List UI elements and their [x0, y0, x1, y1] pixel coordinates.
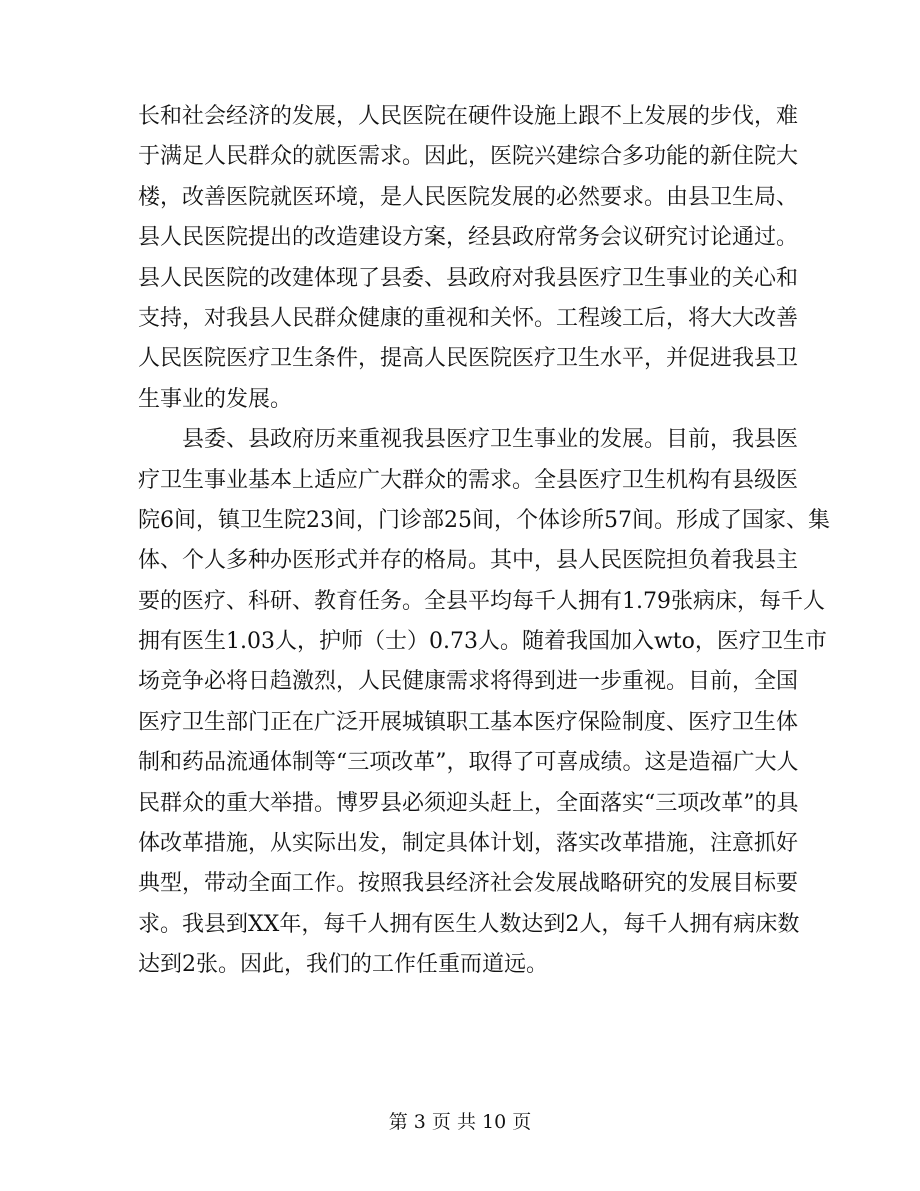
text-line: 制和药品流通体制等“三项改革”，取得了可喜成绩。这是造福广大人 [138, 750, 799, 776]
text-line: 县委、县政府历来重视我县医疗卫生事业的发展。目前，我县医 [138, 427, 799, 453]
text-line: 要的医疗、科研、教育任务。全县平均每千人拥有1.79张病床，每千人 [138, 588, 825, 614]
text-line: 长和社会经济的发展，人民医院在硬件设施上跟不上发展的步伐，难 [138, 104, 799, 129]
text-line: 疗卫生事业基本上适应广大群众的需求。全县医疗卫生机构有县级医 [138, 467, 799, 493]
text-line: 场竞争必将日趋激烈，人民健康需求将得到进一步重视。目前，全国 [138, 669, 799, 695]
text-line: 典型，带动全面工作。按照我县经济社会发展战略研究的发展目标要 [138, 871, 799, 897]
text-line: 体、个人多种办医形式并存的格局。其中，县人民医院担负着我县主 [138, 548, 799, 574]
text-line: 县人民医院的改建体现了县委、县政府对我县医疗卫生事业的关心和 [138, 265, 799, 291]
text-line: 求。我县到XX年，每千人拥有医生人数达到2人，每千人拥有病床数 [138, 911, 800, 937]
text-line: 生事业的发展。 [138, 386, 293, 412]
text-line: 拥有医生1.03人，护师（士）0.73人。随着我国加入wto，医疗卫生市 [138, 629, 827, 655]
text-line: 体改革措施，从实际出发，制定具体计划，落实改革措施，注意抓好 [138, 831, 799, 857]
text-line: 支持，对我县人民群众健康的重视和关怀。工程竣工后，将大大改善 [138, 305, 799, 331]
text-line: 县人民医院提出的改造建设方案，经县政府常务会议研究讨论通过。 [138, 225, 799, 251]
body-text [138, 97, 830, 986]
text-line: 院6间，镇卫生院23间，门诊部25间，个体诊所57间。形成了国家、集 [138, 507, 830, 533]
text-line: 人民医院医疗卫生条件，提高人民医院医疗卫生水平，并促进我县卫 [138, 346, 799, 372]
text-line: 达到2张。因此，我们的工作任重而道远。 [138, 952, 548, 978]
text-line: 于满足人民群众的就医需求。因此，医院兴建综合多功能的新住院大 [138, 144, 799, 170]
text-line: 民群众的重大举措。博罗县必须迎头赶上，全面落实“三项改革”的具 [138, 790, 799, 816]
text-line: 楼，改善医院就医环境，是人民医院发展的必然要求。由县卫生局、 [138, 184, 799, 210]
text-line: 医疗卫生部门正在广泛开展城镇职工基本医疗保险制度、医疗卫生体 [138, 709, 799, 735]
page-footer: 第 3 页 共 10 页 [388, 1111, 532, 1133]
